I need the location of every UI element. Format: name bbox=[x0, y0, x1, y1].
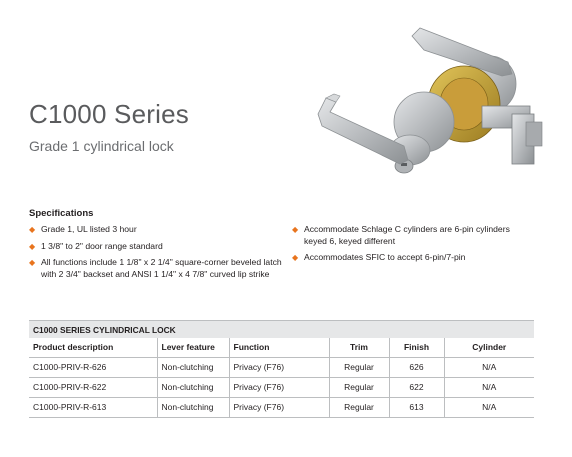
table-row bbox=[29, 357, 534, 377]
table-cell: Non-clutching bbox=[157, 397, 229, 417]
bullet-icon: ◆ bbox=[292, 225, 299, 234]
table-cell: Privacy (F76) bbox=[229, 397, 329, 417]
column-header: Lever feature bbox=[157, 338, 229, 357]
table-cell: Non-clutching bbox=[157, 377, 229, 397]
table-cell: Privacy (F76) bbox=[229, 377, 329, 397]
table-cell: C1000-PRIV-R-626 bbox=[29, 357, 157, 377]
table-cell: N/A bbox=[444, 357, 534, 377]
table-cell: Regular bbox=[329, 397, 389, 417]
spec-item: ◆ Accommodates SFIC to accept 6-pin/7-pin bbox=[292, 252, 466, 262]
table-cell: C1000-PRIV-R-613 bbox=[29, 397, 157, 417]
bullet-icon: ◆ bbox=[29, 258, 36, 267]
column-header: Product description bbox=[29, 338, 157, 357]
specifications-heading: Specifications bbox=[29, 208, 94, 219]
spec-item: ◆ All functions include 1 1/8" x 2 1/4" square-corner beveled latch with 2 3/4" backset and ANSI 1 1/4" x 4 7/8" curved lip strike bbox=[29, 257, 282, 279]
column-header: Function bbox=[229, 338, 329, 357]
table-cell: C1000-PRIV-R-622 bbox=[29, 377, 157, 397]
table-cell: Non-clutching bbox=[157, 357, 229, 377]
column-header: Finish bbox=[389, 338, 444, 357]
table-cell: 622 bbox=[389, 377, 444, 397]
table-cell: Privacy (F76) bbox=[229, 357, 329, 377]
spec-item: ◆ Grade 1, UL listed 3 hour bbox=[29, 224, 137, 234]
table-header-row bbox=[29, 338, 534, 357]
table-cell: 626 bbox=[389, 357, 444, 377]
table-cell: Regular bbox=[329, 357, 389, 377]
lever-lock-image bbox=[312, 22, 552, 192]
specifications-list-right bbox=[292, 224, 532, 269]
spec-item: ◆ Accommodate Schlage C cylinders are 6-pin cylinders keyed 6, keyed different bbox=[292, 224, 510, 246]
table-cell: Regular bbox=[329, 377, 389, 397]
table-row bbox=[29, 377, 534, 397]
bullet-icon: ◆ bbox=[292, 253, 299, 262]
table-cell: N/A bbox=[444, 397, 534, 417]
product-table bbox=[29, 320, 534, 418]
page-subtitle: Grade 1 cylindrical lock bbox=[29, 138, 174, 154]
spec-item: ◆ 1 3/8" to 2" door range standard bbox=[29, 240, 163, 251]
table-cell: N/A bbox=[444, 377, 534, 397]
table-cell: 613 bbox=[389, 397, 444, 417]
column-header: Trim bbox=[329, 338, 389, 357]
bullet-icon: ◆ bbox=[29, 241, 36, 251]
product-table-grid bbox=[29, 338, 534, 418]
page-title: C1000 Series bbox=[29, 99, 189, 129]
table-title: C1000 SERIES CYLINDRICAL LOCK bbox=[29, 320, 534, 338]
table-row bbox=[29, 397, 534, 417]
column-header: Cylinder bbox=[444, 338, 534, 357]
specifications-list-left bbox=[29, 224, 289, 285]
bullet-icon: ◆ bbox=[29, 225, 36, 234]
